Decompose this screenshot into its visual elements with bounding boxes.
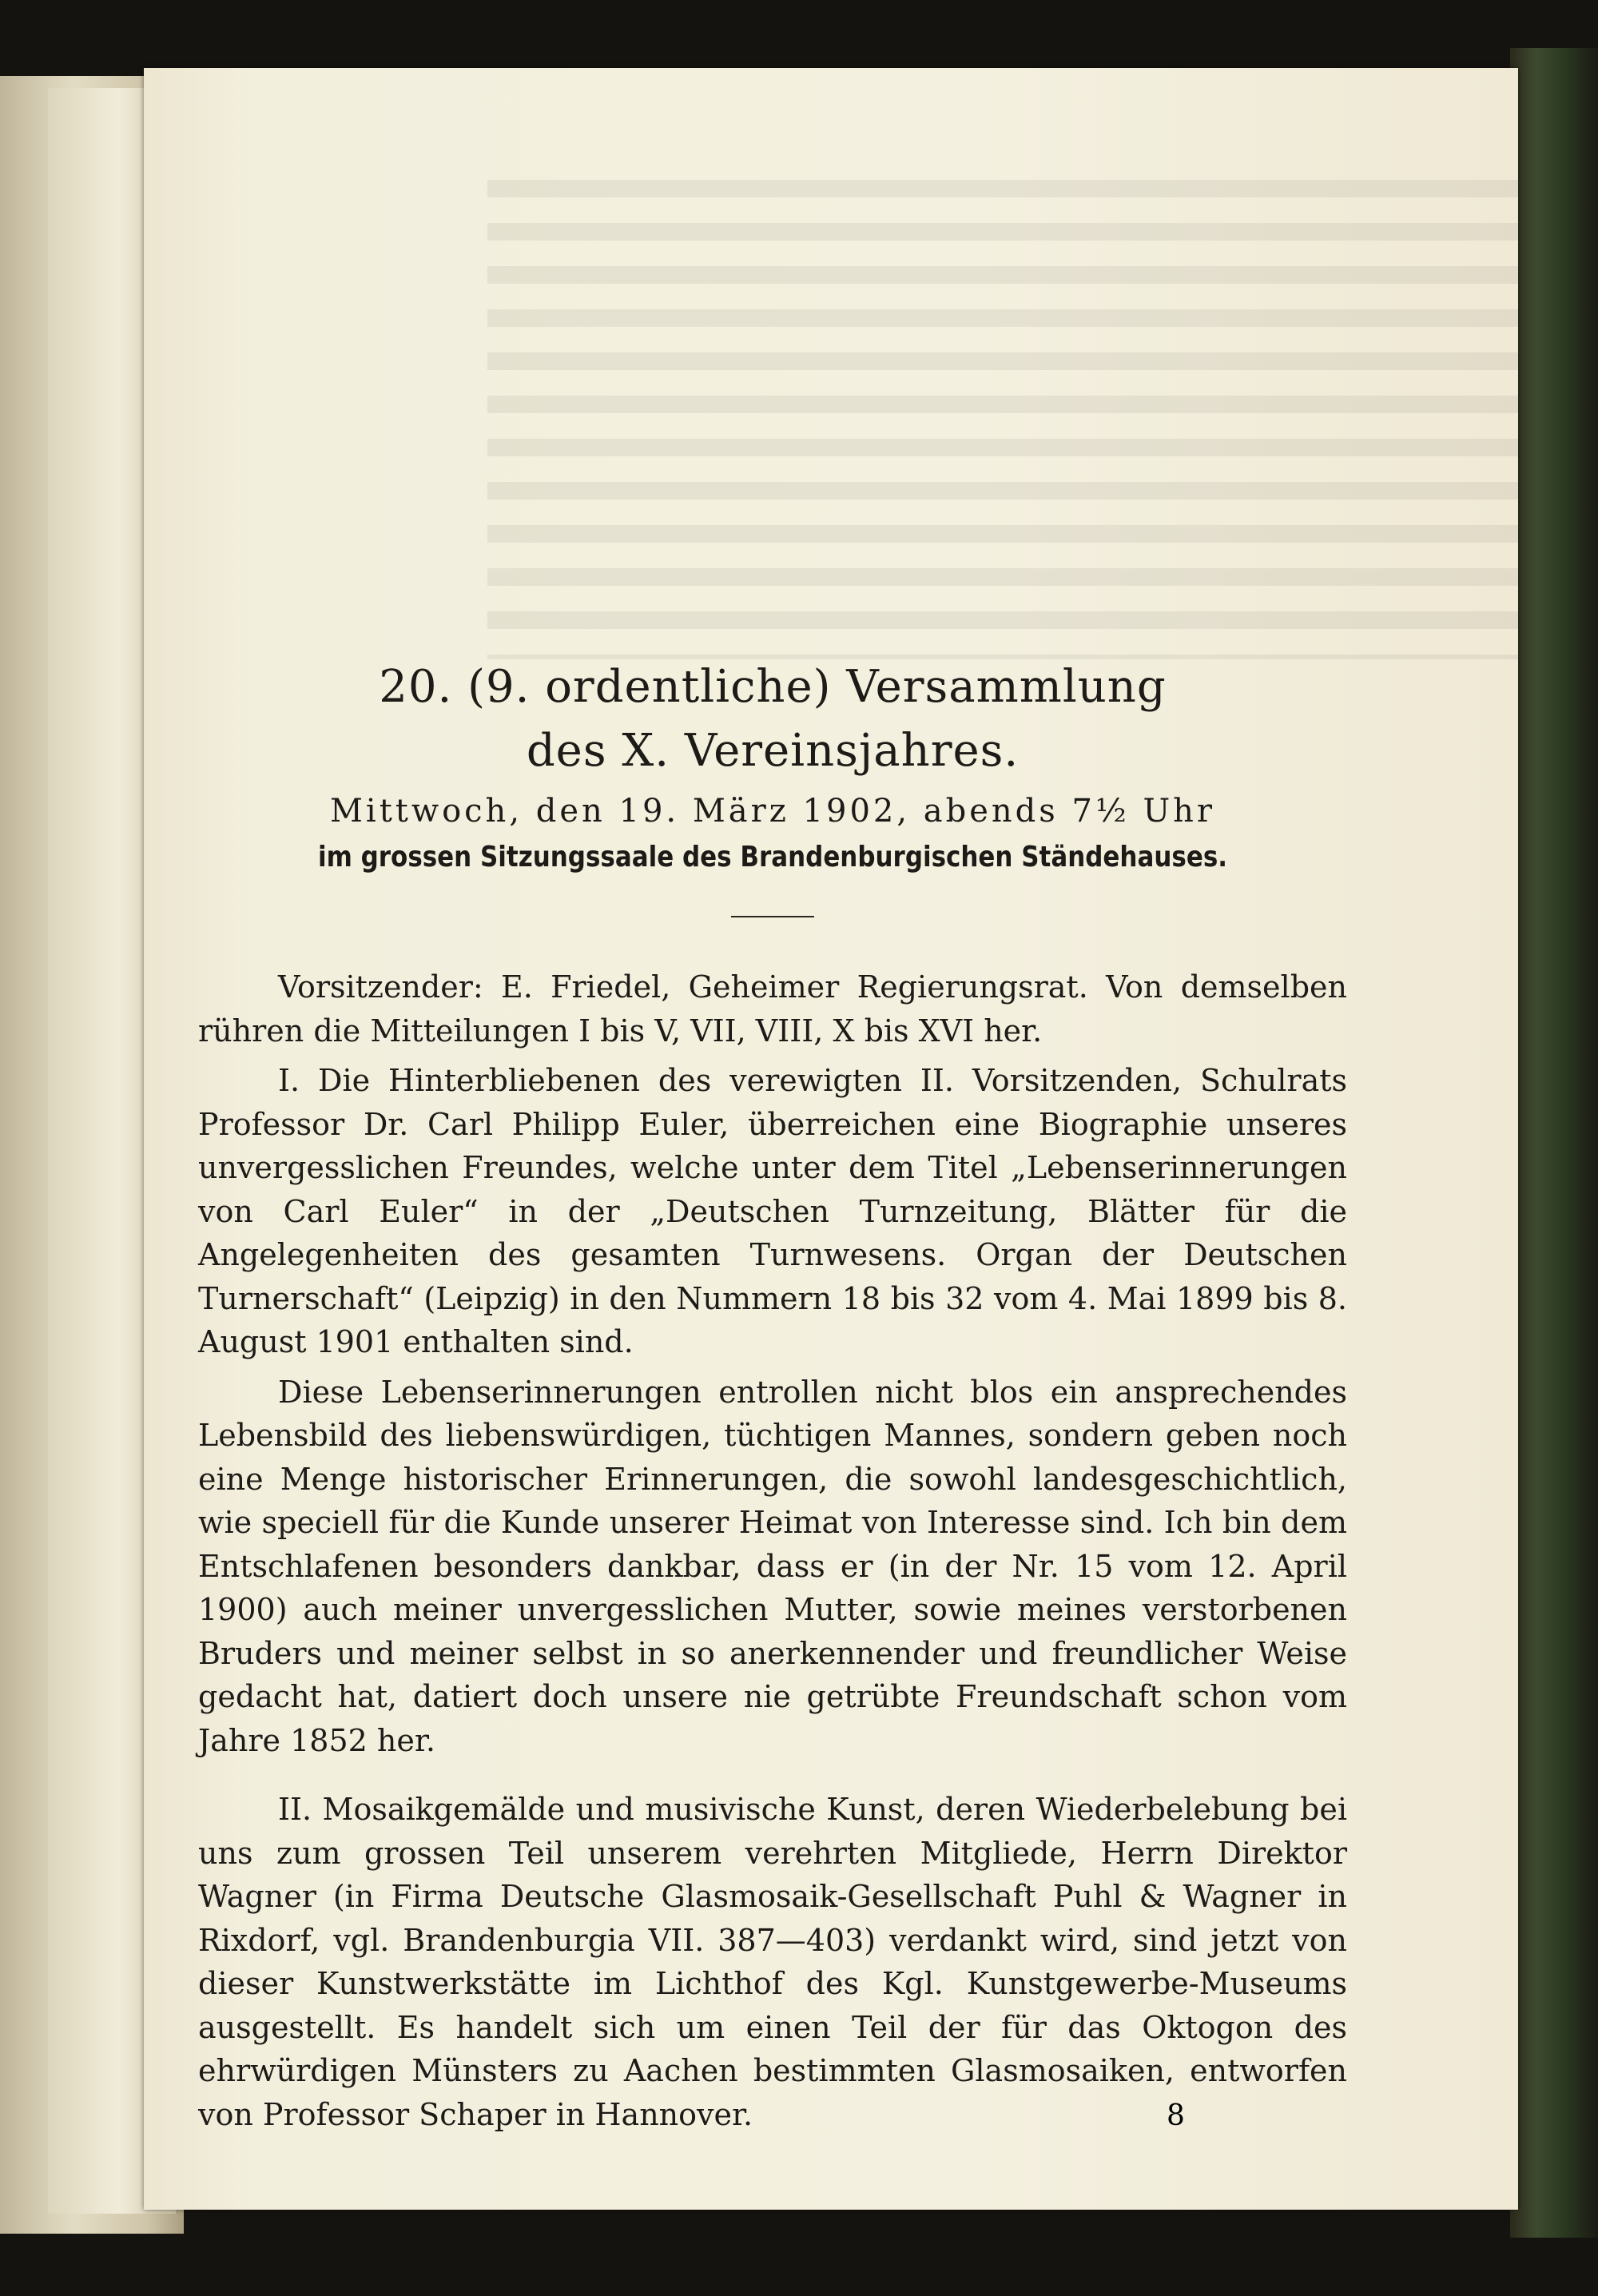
date-line: Mittwoch, den 19. März 1902, abends 7½ Uhr (329, 793, 1216, 830)
show-through-text (487, 180, 1518, 659)
title-line-1: 20. (9. ordentliche) Versammlung (379, 661, 1167, 713)
paragraph-item-1: I. Die Hinterbliebenen des verewigten II. Vorsitzenden, Schulrats Professor Dr. Carl Philipp Euler, überreichen eine Biographie unseres unvergesslichen Freundes, welche unter dem Titel „Lebenserinnerungen von Carl Euler“ in der „Deutschen Turnzeitung, Blätter für die Angelegenheiten des gesamten Turnwesens. Organ der Deutschen Turnerschaft“ (Leipzig) in den Nummern 18 bis 32 vom 4. Mai 1899 bis 8. August 1901 enthalten sind. (198, 1063, 1347, 1359)
paragraph-item-2: II. Mosaikgemälde und musivische Kunst, deren Wiederbelebung bei uns zum grossen Teil unserem verehrten Mitgliede, Herrn Direktor Wagner (in Firma Deutsche Glasmosaik-Gesellschaft Puhl & Wagner in Rixdorf, vgl. Brandenburgia VII. 387—403) verdankt wird, sind jetzt von dieser Kunstwerkstätte im Lichthof des Kgl. Kunstgewerbe-Museums ausgestellt. Es handelt sich um einen Teil der für das Oktogon des ehrwürdigen Münsters zu Aachen bestimmten Glasmosaiken, entworfen von Professor Schaper in Hannover. (198, 1792, 1347, 2132)
divider-rule (731, 916, 814, 917)
page-content (198, 655, 1347, 2143)
paragraph-chair: Vorsitzender: E. Friedel, Geheimer Regierungsrat. Von demselben rühren die Mitteilungen I bis V, VII, VIII, X bis XVI her. (198, 969, 1347, 1049)
paragraph-memoir: Diese Lebenserinnerungen entrollen nicht blos ein ansprechendes Lebensbild des liebenswürdigen, tüchtigen Mannes, sondern geben noch eine Menge historischer Erinnerungen, die sowohl landesgeschichtlich, wie speciell für die Kunde unserer Heimat von Interesse sind. Ich bin dem Entschlafenen besonders dankbar, dass er (in der Nr. 15 vom 12. April 1900) auch meiner unvergesslichen Mutter, sowie meines verstorbenen Bruders und meiner selbst in so anerkennender und freundlicher Weise gedacht hat, datiert doch unsere nie getrübte Freundschaft schon vom Jahre 1852 her. (198, 1374, 1347, 1758)
page-number: 8 (1167, 2099, 1185, 2132)
book-cover-edge (1510, 48, 1598, 2238)
title-line-2: des X. Vereinsjahres. (526, 725, 1020, 777)
location-line: im grossen Sitzungssaale des Brandenburgischen Ständehauses. (317, 841, 1228, 873)
